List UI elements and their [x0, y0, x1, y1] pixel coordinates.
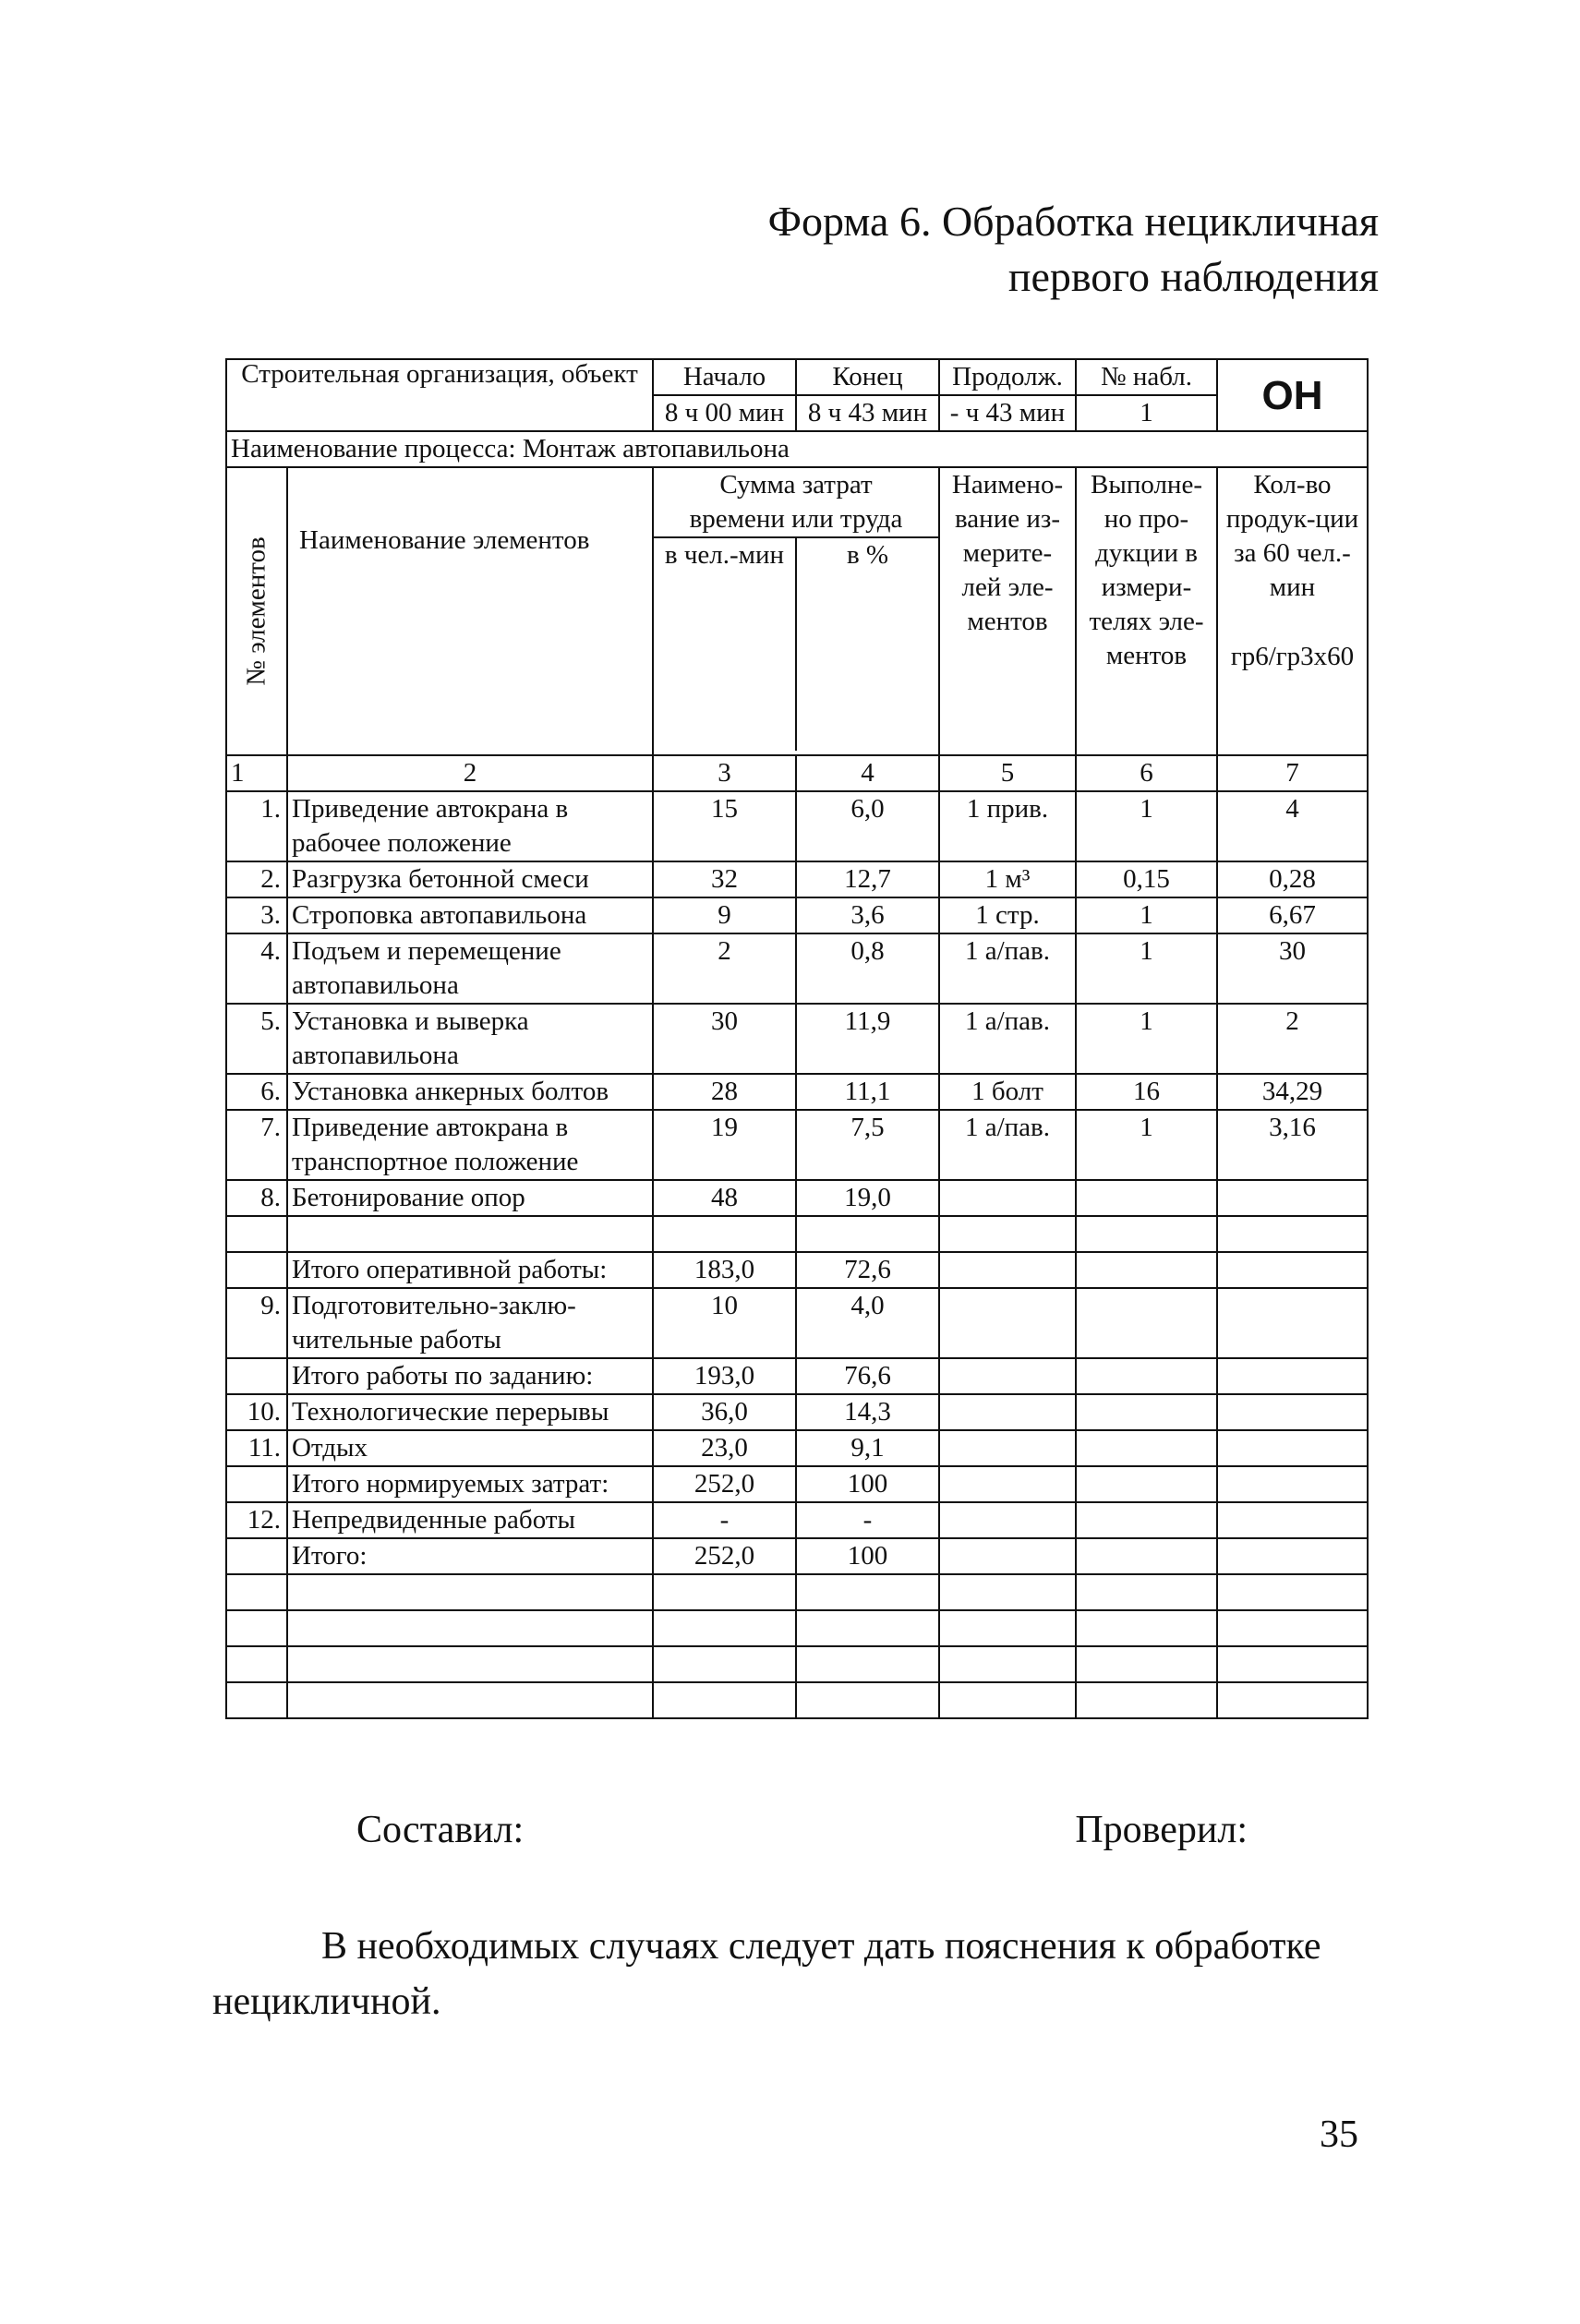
time-percent: 6,0	[796, 791, 939, 861]
element-name: Технологические перерывы	[287, 1394, 653, 1430]
meter-name: 1 а/пав.	[939, 1004, 1076, 1074]
time-percent: 100	[796, 1466, 939, 1502]
production-per-60	[1217, 1288, 1368, 1358]
column-number-row	[226, 755, 1368, 791]
column-number-cell: 5	[939, 755, 1076, 791]
time-man-min: 10	[653, 1288, 796, 1358]
col-done-header: Выполне-но про-дукции в измери-телях эле-ментов	[1076, 467, 1217, 755]
time-percent: 7,5	[796, 1110, 939, 1180]
production-done: 1	[1076, 1004, 1217, 1074]
time-percent: 72,6	[796, 1252, 939, 1288]
meter-name	[939, 1538, 1076, 1574]
meter-name: 1 прив.	[939, 791, 1076, 861]
row-number: 2.	[226, 861, 287, 897]
time-man-min: 15	[653, 791, 796, 861]
production-per-60: 2	[1217, 1004, 1368, 1074]
element-name: Бетонирование опор	[287, 1180, 653, 1216]
time-percent: 3,6	[796, 897, 939, 933]
checked-by-label: Проверил:	[1075, 1809, 1248, 1851]
row-number	[226, 1610, 287, 1646]
production-done	[1076, 1610, 1217, 1646]
meter-name	[939, 1682, 1076, 1718]
time-man-min: 23,0	[653, 1430, 796, 1466]
time-man-min: 183,0	[653, 1252, 796, 1288]
column-number-cell: 2	[287, 755, 653, 791]
column-number-cell: 3	[653, 755, 796, 791]
obs-no-label: № набл.	[1076, 359, 1217, 395]
meter-name	[939, 1646, 1076, 1682]
element-name: Приведение автокрана в транспортное положение	[287, 1110, 653, 1180]
observation-table	[225, 358, 1369, 1719]
meter-name	[939, 1180, 1076, 1216]
process-name: Наименование процесса: Монтаж автопавильона	[226, 431, 1368, 467]
meter-name	[939, 1610, 1076, 1646]
table-row	[226, 1358, 1368, 1394]
time-man-min	[653, 1216, 796, 1252]
duration-label: Продолж.	[939, 359, 1076, 395]
table-row	[226, 1646, 1368, 1682]
row-number: 6.	[226, 1074, 287, 1110]
row-number	[226, 1574, 287, 1610]
production-done	[1076, 1538, 1217, 1574]
table-row	[226, 1466, 1368, 1502]
row-number	[226, 1252, 287, 1288]
page-number: 35	[1320, 2113, 1358, 2156]
time-percent	[796, 1682, 939, 1718]
element-name: Подготовительно-заклю-чительные работы	[287, 1288, 653, 1358]
table-row	[226, 1216, 1368, 1252]
col-qty-header	[1217, 467, 1368, 755]
time-man-min: 2	[653, 933, 796, 1004]
element-name: Строповка автопавильона	[287, 897, 653, 933]
start-label: Начало	[653, 359, 796, 395]
col-qty-label: Кол-во продук-ции за 60 чел.-мин	[1225, 470, 1359, 602]
table-row	[226, 1682, 1368, 1718]
meter-name	[939, 1394, 1076, 1430]
header-row-1	[226, 359, 1368, 395]
meter-name	[939, 1288, 1076, 1358]
element-name: Итого:	[287, 1538, 653, 1574]
time-percent	[796, 1646, 939, 1682]
time-percent: 11,9	[796, 1004, 939, 1074]
meter-name	[939, 1574, 1076, 1610]
table-row	[226, 861, 1368, 897]
row-number	[226, 1682, 287, 1718]
meter-name: 1 а/пав.	[939, 1110, 1076, 1180]
production-per-60	[1217, 1394, 1368, 1430]
production-per-60: 6,67	[1217, 897, 1368, 933]
time-man-min	[653, 1574, 796, 1610]
production-done: 1	[1076, 1110, 1217, 1180]
production-done	[1076, 1394, 1217, 1430]
production-per-60: 4	[1217, 791, 1368, 861]
table-row	[226, 1430, 1368, 1466]
production-per-60	[1217, 1252, 1368, 1288]
row-number: 11.	[226, 1430, 287, 1466]
time-percent: 4,0	[796, 1288, 939, 1358]
form-title-line2: первого наблюдения	[1007, 253, 1379, 300]
production-done	[1076, 1252, 1217, 1288]
production-done	[1076, 1466, 1217, 1502]
row-number: 9.	[226, 1288, 287, 1358]
element-name: Приведение автокрана в рабочее положение	[287, 791, 653, 861]
time-man-min: 252,0	[653, 1538, 796, 1574]
column-header-row	[226, 467, 1368, 755]
table-row	[226, 1394, 1368, 1430]
time-percent: 9,1	[796, 1430, 939, 1466]
time-man-min: 30	[653, 1004, 796, 1074]
form-code: ОН	[1217, 359, 1368, 431]
meter-name: 1 стр.	[939, 897, 1076, 933]
time-percent: 0,8	[796, 933, 939, 1004]
row-number: 5.	[226, 1004, 287, 1074]
row-number: 4.	[226, 933, 287, 1004]
production-done	[1076, 1574, 1217, 1610]
time-man-min: -	[653, 1502, 796, 1538]
row-number: 1.	[226, 791, 287, 861]
time-percent: -	[796, 1502, 939, 1538]
table-row	[226, 1288, 1368, 1358]
footnote-text: В необходимых случаях следует дать пояснения к обработке нецикличной.	[212, 1925, 1321, 2023]
compiled-by-label: Составил:	[356, 1809, 525, 1851]
meter-name: 1 м³	[939, 861, 1076, 897]
element-name: Итого оперативной работы:	[287, 1252, 653, 1288]
production-per-60	[1217, 1358, 1368, 1394]
row-number: 12.	[226, 1502, 287, 1538]
time-percent: 14,3	[796, 1394, 939, 1430]
col-qty-formula: гр6/гр3х60	[1230, 642, 1355, 671]
row-number: 8.	[226, 1180, 287, 1216]
table-row	[226, 1004, 1368, 1074]
production-per-60	[1217, 1646, 1368, 1682]
row-number	[226, 1358, 287, 1394]
element-name: Итого работы по заданию:	[287, 1358, 653, 1394]
meter-name	[939, 1216, 1076, 1252]
production-per-60: 3,16	[1217, 1110, 1368, 1180]
production-per-60: 30	[1217, 933, 1368, 1004]
production-done: 1	[1076, 933, 1217, 1004]
meter-name	[939, 1466, 1076, 1502]
production-done: 1	[1076, 791, 1217, 861]
production-done	[1076, 1682, 1217, 1718]
element-name: Непредвиденные работы	[287, 1502, 653, 1538]
obs-no-value: 1	[1076, 395, 1217, 431]
time-man-min: 193,0	[653, 1358, 796, 1394]
production-done	[1076, 1430, 1217, 1466]
end-label: Конец	[796, 359, 939, 395]
time-percent	[796, 1574, 939, 1610]
col-pct-label: в %	[846, 540, 889, 570]
time-man-min: 36,0	[653, 1394, 796, 1430]
time-percent	[796, 1216, 939, 1252]
production-per-60	[1217, 1610, 1368, 1646]
time-man-min: 19	[653, 1110, 796, 1180]
element-name	[287, 1682, 653, 1718]
table-row	[226, 791, 1368, 861]
time-percent: 12,7	[796, 861, 939, 897]
time-percent	[796, 1610, 939, 1646]
production-done: 16	[1076, 1074, 1217, 1110]
end-value: 8 ч 43 мин	[796, 395, 939, 431]
production-done	[1076, 1358, 1217, 1394]
row-number	[226, 1538, 287, 1574]
row-number: 7.	[226, 1110, 287, 1180]
element-name: Итого нормируемых затрат:	[287, 1466, 653, 1502]
production-per-60	[1217, 1682, 1368, 1718]
production-per-60	[1217, 1216, 1368, 1252]
element-name	[287, 1646, 653, 1682]
time-man-min: 32	[653, 861, 796, 897]
element-name	[287, 1610, 653, 1646]
time-percent: 100	[796, 1538, 939, 1574]
time-man-min: 28	[653, 1074, 796, 1110]
element-name: Установка и выверка автопавильона	[287, 1004, 653, 1074]
table-row	[226, 1538, 1368, 1574]
element-name: Подъем и перемещение автопавильона	[287, 933, 653, 1004]
production-done	[1076, 1502, 1217, 1538]
col-sum-label: Сумма затрат времени или труда	[689, 470, 903, 534]
production-per-60	[1217, 1180, 1368, 1216]
time-man-min	[653, 1682, 796, 1718]
meter-name	[939, 1252, 1076, 1288]
production-per-60: 0,28	[1217, 861, 1368, 897]
column-number-cell: 6	[1076, 755, 1217, 791]
production-per-60: 34,29	[1217, 1074, 1368, 1110]
time-man-min: 9	[653, 897, 796, 933]
form-title-line1: Форма 6. Обработка нецикличная	[767, 198, 1379, 245]
column-number-cell: 4	[796, 755, 939, 791]
duration-value: - ч 43 мин	[939, 395, 1076, 431]
col-name-header: Наименование элементов	[287, 467, 653, 755]
time-percent: 11,1	[796, 1074, 939, 1110]
production-per-60	[1217, 1466, 1368, 1502]
production-done	[1076, 1216, 1217, 1252]
production-done	[1076, 1180, 1217, 1216]
row-number: 3.	[226, 897, 287, 933]
element-name: Установка анкерных болтов	[287, 1074, 653, 1110]
start-value: 8 ч 00 мин	[653, 395, 796, 431]
time-man-min	[653, 1646, 796, 1682]
col-num-header	[226, 467, 287, 755]
row-number: 10.	[226, 1394, 287, 1430]
production-per-60	[1217, 1574, 1368, 1610]
row-number	[226, 1646, 287, 1682]
row-number	[226, 1216, 287, 1252]
form-title	[768, 194, 1379, 305]
time-percent: 19,0	[796, 1180, 939, 1216]
element-name	[287, 1574, 653, 1610]
time-man-min: 48	[653, 1180, 796, 1216]
col-sum-header	[653, 467, 939, 755]
col-num-label: № элементов	[241, 536, 271, 686]
meter-name	[939, 1358, 1076, 1394]
production-per-60	[1217, 1538, 1368, 1574]
meter-name: 1 а/пав.	[939, 933, 1076, 1004]
meter-name	[939, 1502, 1076, 1538]
meter-name: 1 болт	[939, 1074, 1076, 1110]
production-per-60	[1217, 1502, 1368, 1538]
time-man-min: 252,0	[653, 1466, 796, 1502]
table-row	[226, 1074, 1368, 1110]
production-done	[1076, 1646, 1217, 1682]
table-row	[226, 1252, 1368, 1288]
production-done: 1	[1076, 897, 1217, 933]
table-row	[226, 1610, 1368, 1646]
column-number-cell: 1	[226, 755, 287, 791]
org-label: Строительная организация, объект	[226, 359, 653, 431]
table-row	[226, 1574, 1368, 1610]
col-meter-header: Наимено-вание из-мерите-лей эле-ментов	[939, 467, 1076, 755]
signatures	[356, 1808, 1248, 1852]
table-row	[226, 1110, 1368, 1180]
column-number-cell: 7	[1217, 755, 1368, 791]
time-percent: 76,6	[796, 1358, 939, 1394]
production-per-60	[1217, 1430, 1368, 1466]
element-name	[287, 1216, 653, 1252]
row-number	[226, 1466, 287, 1502]
process-row	[226, 431, 1368, 467]
element-name: Отдых	[287, 1430, 653, 1466]
table-row	[226, 1180, 1368, 1216]
meter-name	[939, 1430, 1076, 1466]
table-row	[226, 1502, 1368, 1538]
table-body	[226, 791, 1368, 1718]
production-done: 0,15	[1076, 861, 1217, 897]
col-man-min-label: в чел.-мин	[654, 538, 797, 751]
element-name: Разгрузка бетонной смеси	[287, 861, 653, 897]
table-row	[226, 897, 1368, 933]
production-done	[1076, 1288, 1217, 1358]
table-row	[226, 933, 1368, 1004]
time-man-min	[653, 1610, 796, 1646]
